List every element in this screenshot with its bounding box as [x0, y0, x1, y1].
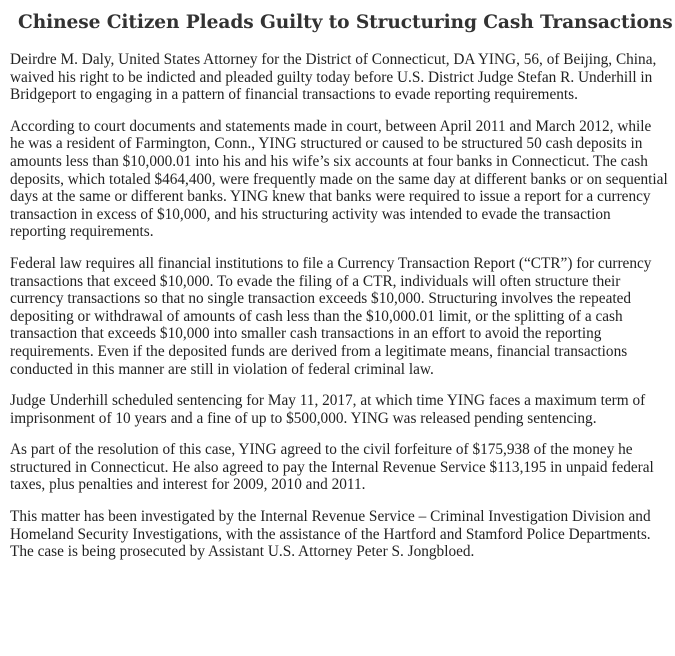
article-paragraph-1: Deirdre M. Daly, United States Attorney for the District of Connecticut, DA YING, 56, of Beijing, China, waived his right to be indicted and pleaded guilty today before U.S. District Judge Stefan R. Underhill in Bridgeport to engaging in a pattern of financial transactions to evade reporting requirements.: [10, 51, 657, 104]
article-paragraph-5: As part of the resolution of this case, YING agreed to the civil forfeiture of $175,938 of the money he structured in Connecticut. He also agreed to pay the Internal Revenue Service $113,195 in unpaid federal taxes, plus penalties and interest for 2009, 2010 and 2011.: [10, 441, 654, 494]
article-paragraph-2: According to court documents and statements made in court, between April 2011 and March 2012, while he was a resident of Farmington, Conn., YING structured or caused to be structured 50 cash deposits in amounts less than $10,000.01 into his and his wife’s six accounts at four banks in Connecticut. The cash deposits, which totaled $464,400, were frequently made on the same day at different banks or on sequential days at the same or different banks. YING knew that banks were required to issue a report for a currency transaction in excess of $10,000, and his structuring activity was intended to evade the transaction reporting requirements.: [10, 117, 668, 241]
article-paragraph-4: Judge Underhill scheduled sentencing for May 11, 2017, at which time YING faces a maximum term of imprisonment of 10 years and a fine of up to $500,000. YING was released pending sentencing.: [10, 392, 646, 427]
article-paragraph-6: This matter has been investigated by the Internal Revenue Service – Criminal Investigation Division and Homeland Security Investigations, with the assistance of the Hartford and Stamford Police Departments. The case is being prosecuted by Assistant U.S. Attorney Peter S. Jongbloed.: [10, 508, 651, 561]
article-title: Chinese Citizen Pleads Guilty to Structuring Cash Transactions: [18, 12, 673, 33]
article-paragraph-3: Federal law requires all financial institutions to file a Currency Transaction Report (“CTR”) for currency transactions that exceed $10,000. To evade the filing of a CTR, individuals will often structure their currency transactions so that no single transaction exceeds $10,000. Structuring involves the repeated depositing or withdrawal of amounts of cash less than the $10,000.01 limit, or the splitting of a cash transaction that exceeds $10,000 into smaller cash transactions in an effort to avoid the reporting requirements. Even if the deposited funds are derived from a legitimate means, financial transactions conducted in this manner are still in violation of federal criminal law.: [10, 254, 652, 378]
